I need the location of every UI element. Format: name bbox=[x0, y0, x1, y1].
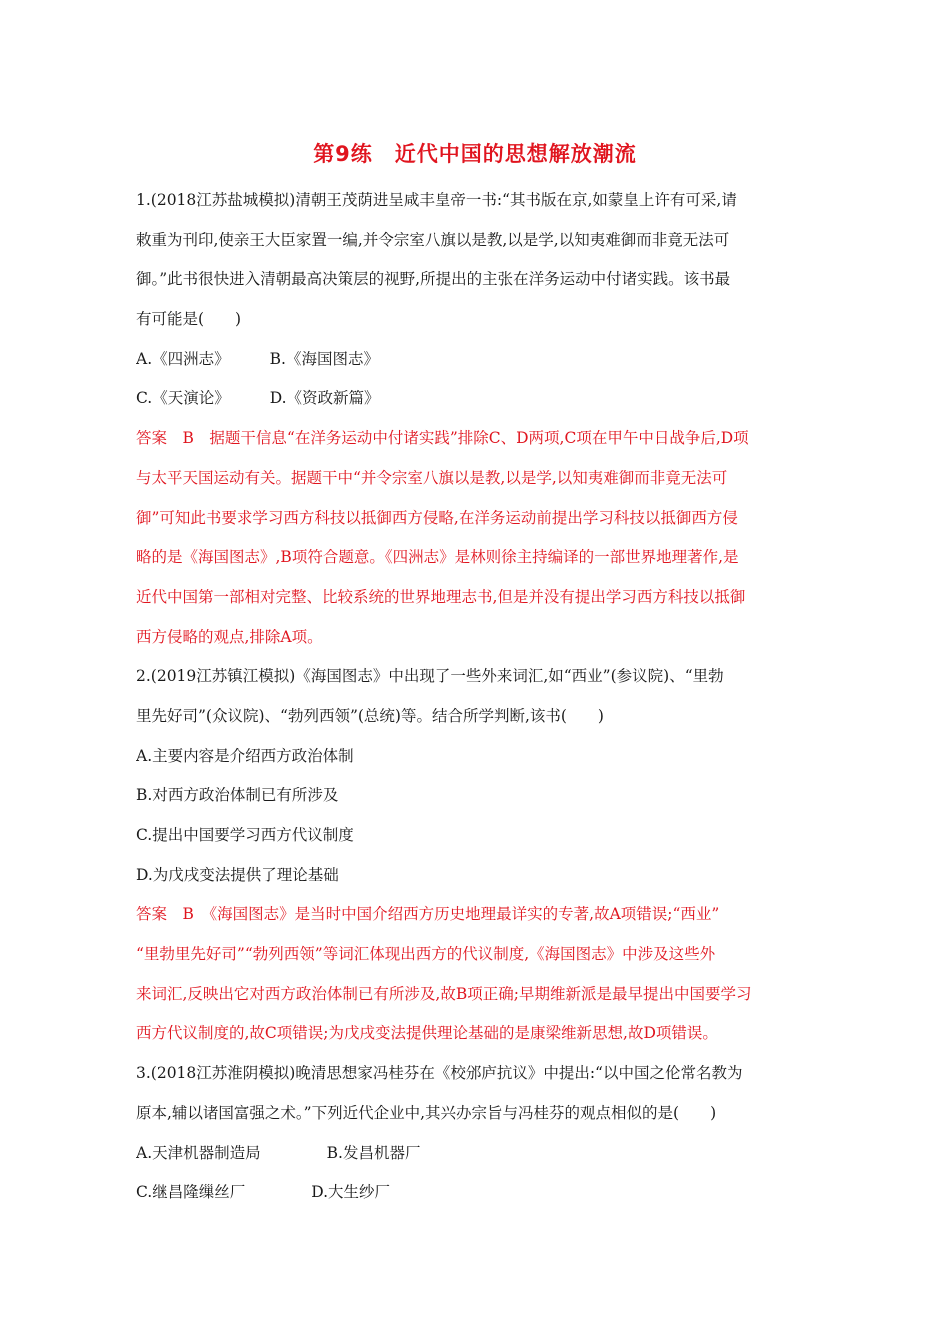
option-c: C.提出中国要学习西方代议制度 bbox=[136, 826, 354, 844]
answer-explanation-1 bbox=[136, 419, 816, 657]
answer-line: 御”可知此书要求学习西方科技以抵御西方侵略,在洋务运动前提出学习科技以抵御西方侵 bbox=[136, 508, 738, 527]
option-row bbox=[136, 1173, 816, 1213]
question-text-line: 有可能是( ) bbox=[136, 310, 242, 329]
question-1 bbox=[136, 181, 816, 657]
answer-line: 与太平天国运动有关。据题干中“并令宗室八旗以是教,以是学,以知夷难御而非竟无法可 bbox=[136, 468, 728, 487]
option-b: B.《海国图志》 bbox=[269, 349, 379, 368]
answer-line: 略的是《海国图志》,B项符合题意。《四洲志》是林则徐主持编译的一部世界地理著作,是 bbox=[136, 548, 739, 567]
answer-line: 近代中国第一部相对完整、比较系统的世界地理志书,但是并没有提出学习西方科技以抵御 bbox=[136, 587, 746, 606]
option-c: C.《天演论》 bbox=[136, 389, 230, 408]
answer-line: 西方侵略的观点,排除A项。 bbox=[136, 627, 323, 646]
answer-line: 答案 B 据题干信息“在洋务运动中付诸实践”排除C、D两项,C项在甲午中日战争后,D项 bbox=[136, 429, 749, 448]
option-c: C.继昌隆缫丝厂 bbox=[136, 1183, 246, 1202]
question-2 bbox=[136, 657, 816, 1054]
question-text-line: 里先好司”(众议院)、“勃列西领”(总统)等。结合所学判断,该书( ) bbox=[136, 706, 604, 725]
question-text-line: 3.(2018江苏淮阴模拟)晚清思想家冯桂芬在《校邠庐抗议》中提出:“以中国之伦常名教为 bbox=[136, 1064, 743, 1083]
question-text-line: 1.(2018江苏盐城模拟)清朝王茂荫进呈咸丰皇帝一书:“其书版在京,如蒙皇上许有可采,请 bbox=[136, 191, 737, 209]
answer-line: “里勃里先好司”“勃列西领”等词汇体现出西方的代议制度,《海国图志》中涉及这些外 bbox=[136, 945, 716, 964]
question-3 bbox=[136, 1054, 816, 1213]
answer-explanation-2 bbox=[136, 895, 816, 1054]
option-a: A.主要内容是介绍西方政治体制 bbox=[136, 746, 354, 765]
option-row bbox=[136, 1134, 816, 1174]
document-content bbox=[136, 181, 816, 1213]
option-row bbox=[136, 379, 816, 419]
question-text-line: 原本,辅以诸国富强之术。”下列近代企业中,其兴办宗旨与冯桂芬的观点相似的是( ) bbox=[136, 1103, 717, 1122]
question-1-options bbox=[136, 340, 816, 419]
option-row bbox=[136, 340, 816, 380]
answer-line: 答案 B 《海国图志》是当时中国介绍西方历史地理最详实的专著,故A项错误;“西业” bbox=[136, 905, 720, 924]
answer-line: 来词汇,反映出它对西方政治体制已有所涉及,故B项正确;早期维新派是最早提出中国要学习 bbox=[136, 984, 752, 1003]
question-text-line: 2.(2019江苏镇江模拟)《海国图志》中出现了一些外来词汇,如“西业”(参议院)、“里勃 bbox=[136, 667, 724, 686]
option-a: A.天津机器制造局 bbox=[136, 1143, 261, 1162]
page-title: 第9练 近代中国的思想解放潮流 bbox=[313, 142, 637, 166]
question-2-options bbox=[136, 737, 816, 896]
question-text-line: 敕重为刊印,使亲王大臣家置一编,并令宗室八旗以是教,以是学,以知夷难御而非竟无法可 bbox=[136, 230, 730, 249]
question-text-line: 御。”此书很快进入清朝最高决策层的视野,所提出的主张在洋务运动中付诸实践。该书最 bbox=[136, 270, 731, 289]
option-d: D.《资政新篇》 bbox=[269, 389, 380, 408]
answer-line: 西方代议制度的,故C项错误;为戊戌变法提供理论基础的是康梁维新思想,故D项错误。 bbox=[136, 1024, 718, 1043]
option-a: A.《四洲志》 bbox=[136, 349, 230, 368]
question-3-options bbox=[136, 1134, 816, 1213]
option-b: B.对西方政治体制已有所涉及 bbox=[136, 786, 339, 805]
option-b: B.发昌机器厂 bbox=[326, 1143, 421, 1162]
option-d: D.为戊戌变法提供了理论基础 bbox=[136, 865, 339, 884]
option-d: D.大生纱厂 bbox=[311, 1183, 391, 1202]
